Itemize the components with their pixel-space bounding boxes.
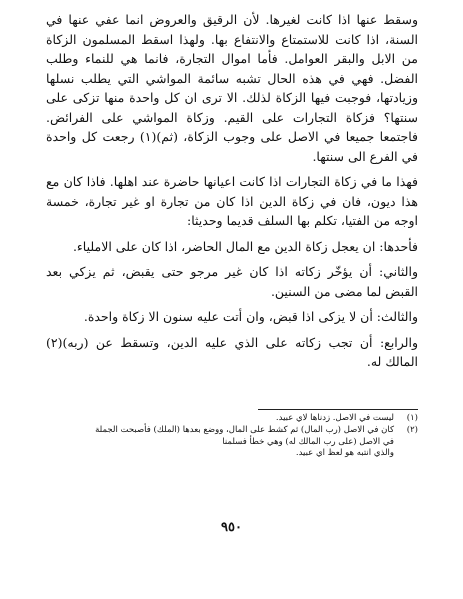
paragraph: والرابع: أن تجب زكاته على الذي عليه الدين، وتسقط عن (ربه)(٢) المالك له. <box>46 334 418 369</box>
page-number: ٩٥٠ <box>221 520 242 535</box>
footnote-continuation: والذي انتبه هو لعظ اي عبيد. <box>295 448 394 458</box>
footnote-number: (٢) <box>406 425 418 435</box>
paragraph: فهذا ما في زكاة التجارات اذا كانت اعيانها حاضرة عند اهلها. فاذا كان مع هذا ديون، فان في زكاة الدين اذا كان من تجارة او غير تجارة، خمسة اوجه من الفتيا، تكلم بها السلف قديما وحديثا: <box>46 174 418 228</box>
paragraph: وسقط عنها اذا كانت لغيرها. لأن الرقيق والعروض انما عفي عنها في السنة، اذا كانت للاستمتاع والانتفاع بها. ولهذا اسقط المسلمون الزكاة من الابل والبقر العوامل. فأما اموال التجارة، فانما هي للنماء وطلب الفضل. فهي في هذه الحال تشبه سائمة المواشي التي يطلب نسلها وزيادتها، فوجبت فيها الزكاة لذلك. الا ترى ان كل واحدة منها تزكى على سنتها؟ فزكاة التجارات على القيم. وزكاة المواشي على الفرائض. فاجتمعا جميعا في الاصل على وجوب الزكاة، (ثم)(١) رجعت كل واحدة في الفرع الى سنتها. <box>46 12 418 164</box>
footnote-continuation: في الاصل (على رب المالك له) وهي خطأ فسلمنا <box>222 437 394 447</box>
footnote <box>46 425 418 436</box>
paragraph: فأحدها: ان يعجل زكاة الدين مع المال الحاضر، اذا كان على الاملياء. <box>72 238 418 254</box>
main-text <box>46 10 418 378</box>
footnote-divider <box>258 409 418 410</box>
paragraph: والثالث: أن لا يزكى اذا قبض، وان أتت عليه سنون الا زكاة واحدة. <box>83 309 418 324</box>
footnote-text: ليست في الاصل. زدناها لاي عبيد. <box>275 413 394 423</box>
footnote-text: كان في الاصل (رب المال) ثم كشط على المال، ووضع بعدها (الملك) فأصبحت الجملة <box>95 425 394 435</box>
footnote <box>46 413 418 424</box>
footnote-number: (١) <box>406 413 418 423</box>
footnotes <box>46 413 418 459</box>
paragraph: والثاني: أن يؤخّر زكاته اذا كان غير مرجو حتى يقبض، ثم يزكي بعد القبض لما مضى من السنين. <box>46 264 418 299</box>
